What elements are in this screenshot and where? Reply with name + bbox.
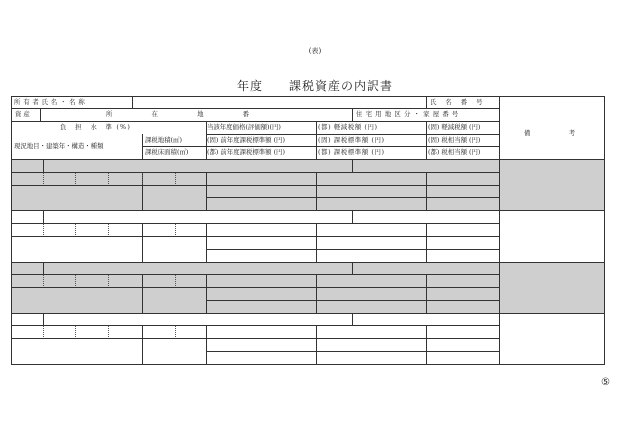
rule bbox=[206, 351, 499, 352]
rule bbox=[11, 210, 605, 211]
form-mark: (表) bbox=[308, 47, 322, 55]
prev-year-base-label: (固) 前年度課税標準額 (円) bbox=[207, 136, 285, 144]
dotted-divider bbox=[75, 224, 76, 235]
remarks-1-shade bbox=[499, 159, 605, 210]
rule bbox=[352, 108, 353, 121]
rule bbox=[206, 223, 207, 262]
rule bbox=[426, 121, 427, 159]
rule bbox=[11, 108, 499, 109]
prev-year-base-city-label: (都) 前年度課税標準額 (円) bbox=[207, 148, 285, 156]
rule bbox=[352, 159, 353, 172]
rule bbox=[11, 96, 12, 364]
rule bbox=[11, 313, 605, 314]
rule bbox=[40, 108, 41, 121]
owner-name-label: 所有者氏名・名称 bbox=[14, 98, 88, 106]
rule bbox=[316, 274, 317, 313]
burden-level-label: 負 担 水 準 (%) bbox=[60, 123, 132, 131]
form-title: 年度 課税資産の内訳書 bbox=[236, 79, 393, 93]
rule bbox=[43, 159, 44, 172]
page-number: ⑤ bbox=[601, 377, 610, 388]
rule bbox=[206, 249, 499, 250]
rule bbox=[316, 121, 317, 159]
dotted-divider bbox=[108, 173, 109, 184]
rule bbox=[206, 274, 207, 313]
rule bbox=[132, 96, 133, 108]
reduction-city-label: (都) 軽減税額 (円) bbox=[318, 123, 378, 131]
taxable-floor-label: 課税床面積(㎡) bbox=[145, 148, 189, 156]
rule bbox=[142, 134, 143, 159]
dotted-divider bbox=[108, 224, 109, 235]
rule bbox=[316, 223, 317, 262]
rule bbox=[43, 262, 44, 274]
rule bbox=[426, 325, 427, 364]
rule bbox=[316, 325, 317, 364]
tax-fixed-label: (固) 税相当額 (円) bbox=[428, 136, 481, 144]
tax-base-fixed-label: (固) 課税標準額 (円) bbox=[318, 136, 385, 144]
rule bbox=[11, 364, 605, 365]
dotted-divider bbox=[43, 326, 44, 337]
dotted-divider bbox=[75, 275, 76, 286]
rule bbox=[426, 223, 427, 262]
residential-area-label: 住宅用地区分・家屋番号 bbox=[356, 110, 462, 118]
dotted-divider bbox=[175, 224, 176, 235]
location-label: 所 在 地 番 bbox=[106, 110, 255, 118]
remarks-label: 備 考 bbox=[524, 129, 592, 137]
rule bbox=[426, 172, 427, 210]
rule bbox=[206, 325, 207, 364]
dotted-divider bbox=[108, 275, 109, 286]
rule bbox=[206, 134, 499, 135]
reduction-fixed-label: (固) 軽減税額 (円) bbox=[428, 123, 481, 131]
current-land-label: 現況地目・建築年・構造・種類 bbox=[14, 142, 104, 150]
dotted-divider bbox=[142, 173, 143, 184]
tax-base-city-label: (都) 課税標準額 (円) bbox=[318, 148, 385, 156]
dotted-divider bbox=[43, 173, 44, 184]
rule bbox=[11, 159, 605, 160]
remarks-3-shade bbox=[499, 262, 605, 313]
dotted-divider bbox=[175, 326, 176, 337]
taxable-land-label: 課税地積(㎡) bbox=[145, 136, 182, 144]
rule bbox=[206, 197, 499, 198]
rule bbox=[142, 146, 499, 147]
dotted-divider bbox=[75, 173, 76, 184]
rule bbox=[43, 313, 44, 325]
rule bbox=[426, 96, 427, 108]
rule bbox=[316, 172, 317, 210]
rule bbox=[43, 210, 44, 223]
rule bbox=[206, 172, 207, 210]
rule bbox=[11, 96, 605, 97]
asset-label: 資産 bbox=[15, 110, 32, 118]
name-number-label: 氏名番号 bbox=[430, 98, 492, 106]
rule bbox=[352, 210, 353, 223]
rule bbox=[142, 223, 143, 262]
dotted-divider bbox=[175, 275, 176, 286]
dotted-divider bbox=[75, 326, 76, 337]
rule bbox=[11, 262, 605, 263]
dotted-divider bbox=[108, 326, 109, 337]
rule bbox=[206, 300, 499, 301]
rule bbox=[352, 313, 353, 325]
assessed-value-label: 当該年度価格(評価額)(円) bbox=[207, 123, 281, 131]
dotted-divider bbox=[175, 173, 176, 184]
rule bbox=[426, 274, 427, 313]
rule bbox=[604, 96, 605, 364]
rule bbox=[142, 274, 143, 313]
rule bbox=[352, 262, 353, 274]
dotted-divider bbox=[43, 224, 44, 235]
dotted-divider bbox=[43, 275, 44, 286]
rule bbox=[142, 325, 143, 364]
tax-city-label: (都) 税相当額 (円) bbox=[428, 148, 481, 156]
rule bbox=[499, 96, 500, 364]
